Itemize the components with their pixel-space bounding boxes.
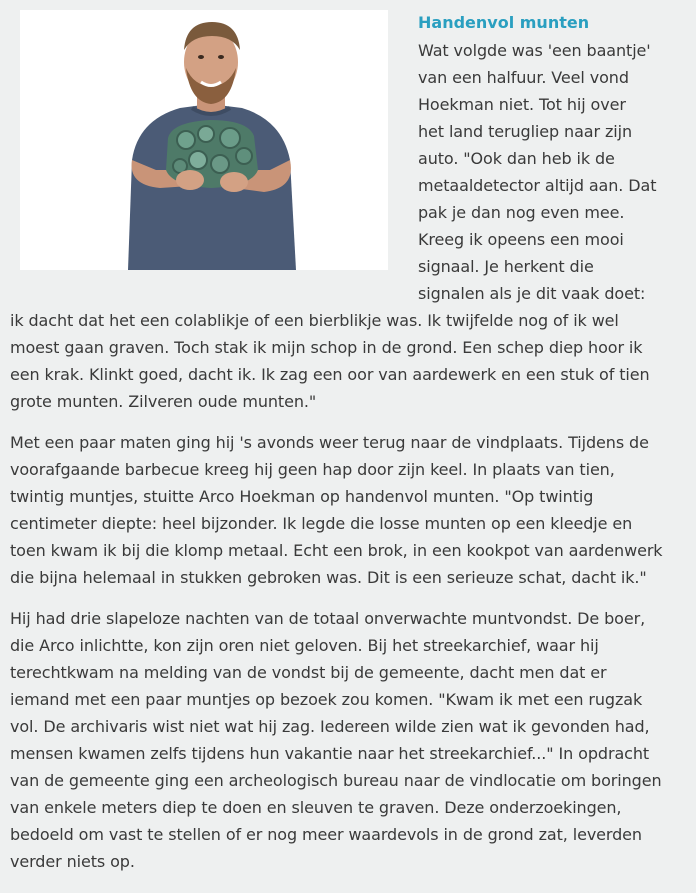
text-line: moest gaan graven. Toch stak ik mijn schop in de grond. Een schep diep hoor ik [10,338,643,357]
text-line: auto. "Ook dan heb ik de [418,149,615,168]
text-line: ik dacht dat het een colablikje of een bierblikje was. Ik twijfelde nog of ik wel [10,311,619,330]
text-line: een krak. Klinkt goed, dacht ik. Ik zag een oor van aardewerk en een stuk of tien [10,365,650,384]
text-line: toen kwam ik bij die klomp metaal. Echt een brok, in een kookpot van aardenwerk [10,541,663,560]
text-line: iemand met een paar muntjes op bezoek zou komen. "Kwam ik met een rugzak [10,690,643,709]
text-line: metaaldetector altijd aan. Dat [418,176,657,195]
text-line: Met een paar maten ging hij 's avonds weer terug naar de vindplaats. Tijdens de [10,433,649,452]
text-line: terechtkwam na melding van de vondst bij de gemeente, dacht men dat er [10,663,607,682]
section-heading: Handenvol munten [418,13,590,32]
text-line: van de gemeente ging een archeologisch bureau naar de vindlocatie om boringen [10,771,662,790]
text-line: Hij had drie slapeloze nachten van de totaal onverwachte muntvondst. De boer, [10,609,646,628]
text-line: van een halfuur. Veel vond [418,68,629,87]
text-line: Kreeg ik opeens een mooi [418,230,624,249]
man-holding-coins-illustration [20,10,388,270]
text-line: twintig muntjes, stuitte Arco Hoekman op handenvol munten. "Op twintig [10,487,594,506]
text-line: die bijna helemaal in stukken gebroken was. Dit is een serieuze schat, dacht ik." [10,568,647,587]
text-line: signalen als je dit vaak doet: [418,284,646,303]
text-line: voorafgaande barbecue kreeg hij geen hap door zijn keel. In plaats van tien, [10,460,615,479]
text-line: centimeter diepte: heel bijzonder. Ik legde die losse munten op een kleedje en [10,514,633,533]
text-line: van enkele meters diep te doen en sleuven te graven. Deze onderzoekingen, [10,798,622,817]
text-line: verder niets op. [10,852,135,871]
photo-man-holding-coin-hoard [20,10,388,270]
text-line: grote munten. Zilveren oude munten." [10,392,317,411]
text-line: signaal. Je herkent die [418,257,594,276]
text-line: die Arco inlichtte, kon zijn oren niet geloven. Bij het streekarchief, waar hij [10,636,599,655]
text-line: het land terugliep naar zijn [418,122,632,141]
text-line: bedoeld om vast te stellen of er nog meer waardevols in de grond zat, leverden [10,825,642,844]
text-line: vol. De archivaris wist niet wat hij zag. Iedereen wilde zien wat ik gevonden had, [10,717,650,736]
text-line: mensen kwamen zelfs tijdens hun vakantie naar het streekarchief..." In opdracht [10,744,650,763]
text-line: Hoekman niet. Tot hij over [418,95,626,114]
text-line: pak je dan nog even mee. [418,203,625,222]
text-line: Wat volgde was 'een baantje' [418,41,651,60]
